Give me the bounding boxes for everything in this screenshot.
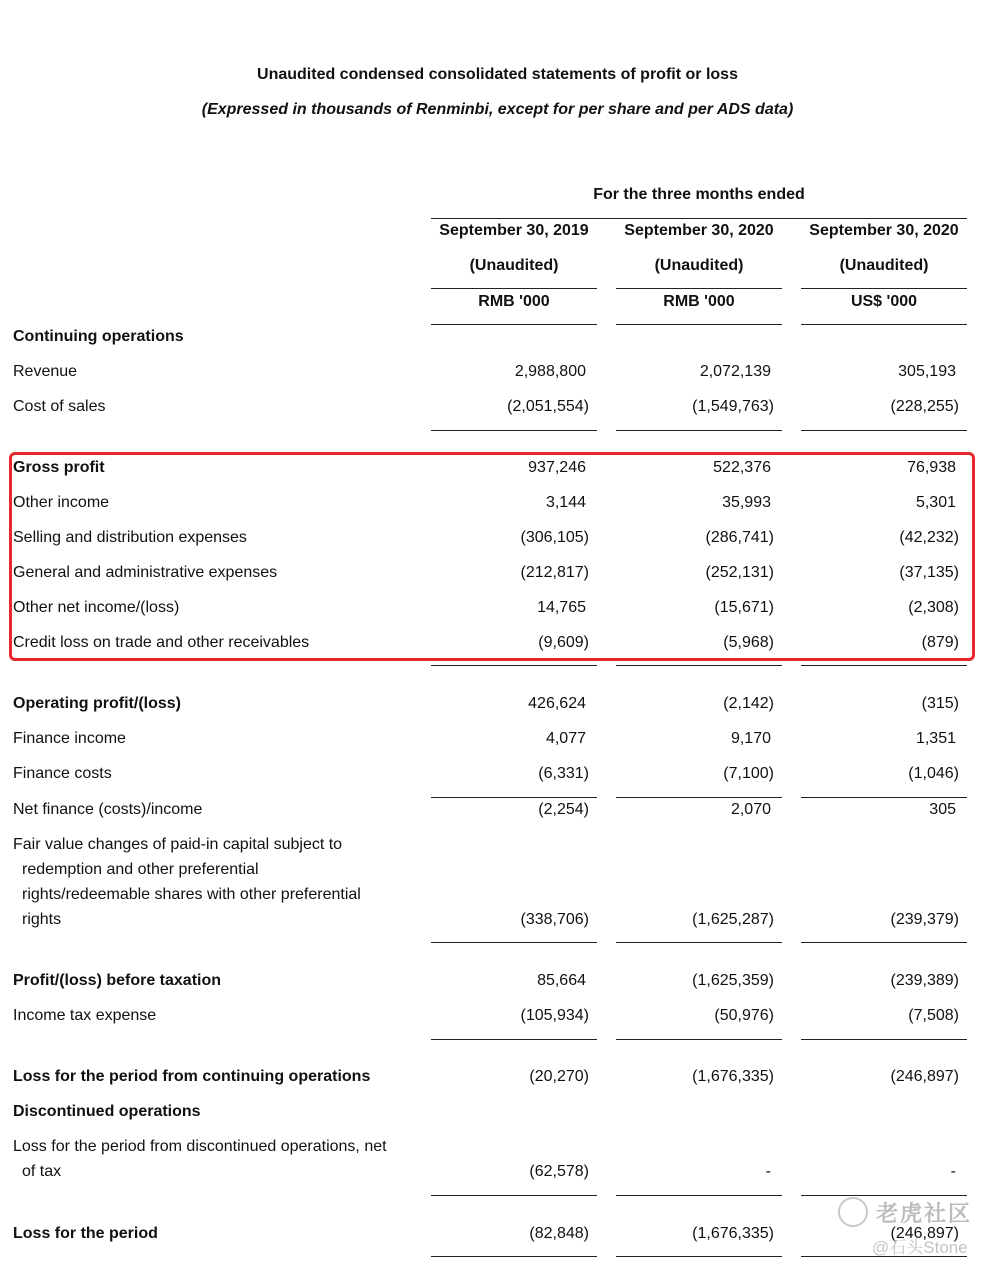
cell-value: (2,142): [723, 695, 774, 712]
cell-value: -: [950, 1163, 956, 1180]
watermark-sub: @石头Stone: [872, 1238, 968, 1257]
cell-value: (7,508): [908, 1007, 959, 1024]
column-status: (Unaudited): [654, 257, 744, 274]
subtotal-rule: [431, 665, 597, 666]
subtotal-rule: [431, 1039, 597, 1040]
cell-value: (338,706): [520, 911, 589, 928]
cell-value: 14,765: [537, 599, 586, 616]
cell-value: (239,389): [890, 972, 959, 989]
subtotal-rule: [801, 797, 967, 798]
total-rule: [616, 1256, 782, 1257]
subtotal-rule: [616, 1039, 782, 1040]
cell-value: 2,072,139: [699, 363, 771, 380]
section-heading-continuing: Continuing operations: [13, 328, 184, 345]
subtotal-rule: [801, 665, 967, 666]
cell-value: (2,308): [908, 599, 959, 616]
cell-value: (252,131): [705, 564, 774, 581]
cell-value: (1,676,335): [692, 1068, 774, 1085]
subtotal-rule: [431, 430, 597, 431]
cell-value: (62,578): [529, 1163, 589, 1180]
cell-value: (1,549,763): [692, 398, 774, 415]
row-label-loss-period: Loss for the period: [13, 1225, 158, 1242]
col1-rule: [431, 324, 597, 325]
cell-value: (239,379): [890, 911, 959, 928]
highlight-box: [9, 452, 975, 661]
column-date: September 30, 2020: [624, 222, 774, 239]
subtotal-rule: [616, 1195, 782, 1196]
column-status: (Unaudited): [839, 257, 929, 274]
cell-value: (15,671): [714, 599, 774, 616]
cell-value: (9,609): [538, 634, 589, 651]
statement-subtitle: (Expressed in thousands of Renminbi, except for per share and per ADS data): [201, 101, 794, 118]
cell-value: (286,741): [705, 529, 774, 546]
watermark: [838, 1193, 988, 1263]
row-label-profit-before-tax: Profit/(loss) before taxation: [13, 972, 222, 989]
cell-value: (6,331): [538, 765, 589, 782]
row-label-credit-loss: Credit loss on trade and other receivables: [13, 634, 310, 651]
cell-value: 2,988,800: [514, 363, 586, 380]
subtotal-rule: [431, 797, 597, 798]
row-label-other-income: Other income: [13, 494, 110, 511]
cell-value: (42,232): [899, 529, 959, 546]
cell-value: (246,897): [890, 1225, 959, 1242]
cell-value: (879): [921, 634, 959, 651]
cell-value: 5,301: [915, 494, 956, 511]
cell-value: (1,046): [908, 765, 959, 782]
cell-value: (1,625,287): [692, 911, 774, 928]
row-label-income-tax: Income tax expense: [13, 1007, 157, 1024]
cell-value: 9,170: [730, 730, 771, 747]
col1-rule: [431, 288, 597, 289]
cell-value: (7,100): [723, 765, 774, 782]
cell-value: (2,254): [538, 801, 589, 818]
cell-value: (228,255): [890, 398, 959, 415]
row-label-finance-income: Finance income: [13, 730, 126, 747]
column-date: September 30, 2019: [439, 222, 589, 239]
col2-rule: [616, 288, 782, 289]
period-underline: [431, 218, 967, 219]
row-label-fair-value-line: rights: [22, 911, 62, 928]
total-rule: [431, 1256, 597, 1257]
cell-value: 3,144: [545, 494, 586, 511]
cell-value: (212,817): [520, 564, 589, 581]
cell-value: (306,105): [520, 529, 589, 546]
watermark-logo-icon: [838, 1197, 868, 1227]
cell-value: (2,051,554): [507, 398, 589, 415]
cell-value: (315): [921, 695, 959, 712]
row-label-operating: Operating profit/(loss): [13, 695, 181, 712]
row-label-other-net: Other net income/(loss): [13, 599, 180, 616]
subtotal-rule: [431, 942, 597, 943]
cell-value: 305,193: [898, 363, 956, 380]
subtotal-rule: [616, 797, 782, 798]
subtotal-rule: [801, 942, 967, 943]
cell-value: 305: [929, 801, 956, 818]
subtotal-rule: [616, 942, 782, 943]
cell-value: 4,077: [545, 730, 586, 747]
column-date: September 30, 2020: [809, 222, 959, 239]
subtotal-rule: [616, 430, 782, 431]
period-header: For the three months ended: [593, 186, 805, 203]
row-label-revenue: Revenue: [13, 363, 78, 380]
cell-value: (1,625,359): [692, 972, 774, 989]
row-label-loss-discontinued-line: Loss for the period from discontinued operations, net: [13, 1138, 387, 1155]
col2-rule: [616, 324, 782, 325]
row-label-fair-value-line: Fair value changes of paid-in capital subject to: [13, 836, 343, 853]
cell-value: 2,070: [730, 801, 771, 818]
row-label-loss-discontinued-line: of tax: [22, 1163, 62, 1180]
cell-value: (5,968): [723, 634, 774, 651]
statement-title: Unaudited condensed consolidated statements of profit or loss: [257, 66, 738, 83]
cell-value: (82,848): [529, 1225, 589, 1242]
cell-value: 937,246: [528, 459, 586, 476]
subtotal-rule: [431, 1195, 597, 1196]
row-label-cost-of-sales: Cost of sales: [13, 398, 106, 415]
subtotal-rule: [801, 1039, 967, 1040]
cell-value: (246,897): [890, 1068, 959, 1085]
row-label-fair-value-line: rights/redeemable shares with other preferential: [22, 886, 361, 903]
cell-value: (37,135): [899, 564, 959, 581]
row-label-finance-costs: Finance costs: [13, 765, 112, 782]
cell-value: -: [765, 1163, 771, 1180]
cell-value: (1,676,335): [692, 1225, 774, 1242]
column-status: (Unaudited): [469, 257, 559, 274]
column-unit: RMB '000: [663, 293, 735, 310]
cell-value: 76,938: [907, 459, 956, 476]
row-label-general-admin: General and administrative expenses: [13, 564, 278, 581]
cell-value: 85,664: [537, 972, 586, 989]
column-unit: US$ '000: [850, 293, 918, 310]
cell-value: (20,270): [529, 1068, 589, 1085]
section-heading-discontinued: Discontinued operations: [13, 1103, 201, 1120]
cell-value: (105,934): [520, 1007, 589, 1024]
row-label-loss-continuing: Loss for the period from continuing operations: [13, 1068, 371, 1085]
column-unit: RMB '000: [478, 293, 550, 310]
cell-value: 35,993: [722, 494, 771, 511]
row-label-selling: Selling and distribution expenses: [13, 529, 247, 546]
watermark-main: 老虎社区: [876, 1201, 973, 1226]
subtotal-rule: [801, 430, 967, 431]
cell-value: 1,351: [915, 730, 956, 747]
cell-value: 522,376: [713, 459, 771, 476]
col3-rule: [801, 288, 967, 289]
row-label-net-finance: Net finance (costs)/income: [13, 801, 203, 818]
row-label-fair-value-line: redemption and other preferential: [22, 861, 259, 878]
cell-value: (50,976): [714, 1007, 774, 1024]
col3-rule: [801, 324, 967, 325]
row-label-gross-profit: Gross profit: [13, 459, 105, 476]
subtotal-rule: [616, 665, 782, 666]
cell-value: 426,624: [528, 695, 586, 712]
